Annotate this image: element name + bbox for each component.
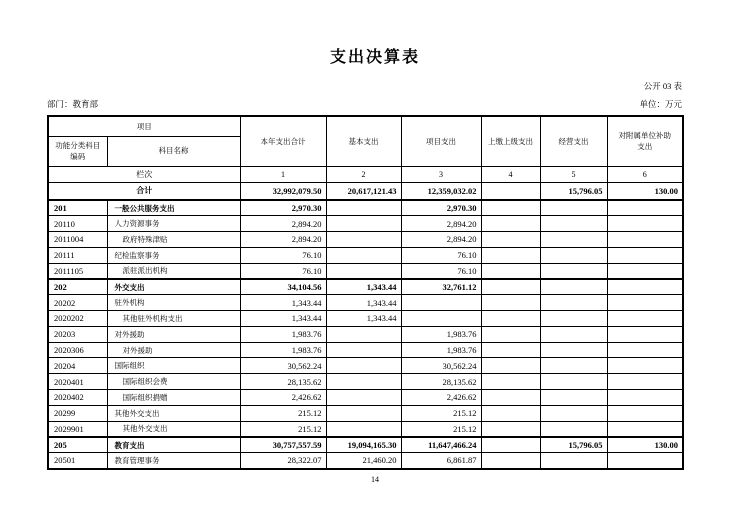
row-value [540,247,607,263]
row-value [481,421,540,437]
row-value [607,358,683,374]
column-index: 1 [240,166,326,182]
grand-total-value: 20,617,121.43 [326,182,401,200]
header-subsidy: 对附属单位补助支出 [607,116,683,166]
row-value [540,358,607,374]
row-value [326,342,401,358]
column-index: 5 [540,166,607,182]
row-value: 215.12 [401,421,481,437]
row-code: 20110 [48,216,107,232]
row-value: 130.00 [607,437,683,453]
row-value [607,247,683,263]
row-value [481,232,540,248]
column-index: 2 [326,166,401,182]
row-value: 15,796.05 [540,437,607,453]
row-value [481,326,540,342]
row-value: 28,322.07 [240,453,326,469]
row-value [326,421,401,437]
row-code: 2020402 [48,390,107,406]
row-code: 2029901 [48,421,107,437]
row-value [607,279,683,295]
row-code: 20299 [48,405,107,421]
row-code: 20202 [48,295,107,311]
row-value: 76.10 [240,263,326,279]
table-row [48,232,683,248]
row-value [481,358,540,374]
table-row [48,374,683,390]
row-value [540,453,607,469]
table-row [48,405,683,421]
table-row [48,390,683,406]
row-value [401,311,481,327]
row-value [540,263,607,279]
row-subject-name: 政府特殊津贴 [107,232,240,248]
row-value [540,421,607,437]
row-value: 1,343.44 [326,311,401,327]
grand-total-label: 合计 [48,182,240,200]
row-value [481,342,540,358]
row-code: 2020202 [48,311,107,327]
header-item: 项目 [48,116,240,136]
grand-total-value: 12,359,032.02 [401,182,481,200]
row-value: 76.10 [401,263,481,279]
form-number-label: 公开 03 表 [643,81,682,91]
table-row [48,216,683,232]
row-value: 215.12 [240,405,326,421]
row-code: 2011004 [48,232,107,248]
row-value: 34,104.56 [240,279,326,295]
row-value: 1,983.76 [401,342,481,358]
row-value: 1,983.76 [401,326,481,342]
row-subject-name: 其他驻外机构支出 [107,311,240,327]
table-row [48,437,683,453]
header-basic: 基本支出 [326,116,401,166]
row-subject-name: 纪检监察事务 [107,247,240,263]
row-subject-name: 驻外机构 [107,295,240,311]
row-value: 1,983.76 [240,342,326,358]
row-subject-name: 人力资源事务 [107,216,240,232]
row-value [540,295,607,311]
row-value [326,405,401,421]
page-title: 支出决算表 [329,49,420,66]
row-value: 2,970.30 [401,200,481,216]
row-value [540,279,607,295]
header-row-group [48,116,683,136]
row-value [540,374,607,390]
row-value [540,326,607,342]
row-code: 20204 [48,358,107,374]
row-value [481,437,540,453]
column-index: 6 [607,166,683,182]
grand-total-row [48,182,683,200]
row-value: 30,562.24 [240,358,326,374]
row-value [326,374,401,390]
row-value: 2,894.20 [240,232,326,248]
document-page [47,0,682,484]
row-code: 2020401 [48,374,107,390]
table-row [48,311,683,327]
row-value: 30,562.24 [401,358,481,374]
row-subject-name: 教育管理事务 [107,453,240,469]
row-value [540,405,607,421]
row-subject-name: 派驻派出机构 [107,263,240,279]
table-row [48,279,683,295]
row-subject-name: 国际组织会费 [107,374,240,390]
row-value [540,232,607,248]
row-value [326,200,401,216]
row-subject-name: 其他外交支出 [107,405,240,421]
row-value [607,342,683,358]
row-value: 2,426.62 [401,390,481,406]
row-value: 11,647,466.24 [401,437,481,453]
row-value [607,232,683,248]
row-value: 6,861.87 [401,453,481,469]
grand-total-value [481,182,540,200]
row-value: 1,343.44 [326,279,401,295]
row-value: 1,343.44 [240,295,326,311]
row-value [481,216,540,232]
row-value: 2,426.62 [240,390,326,406]
row-value: 2,894.20 [240,216,326,232]
row-code: 20501 [48,453,107,469]
header-code: 功能分类科目编码 [48,136,107,166]
row-code: 205 [48,437,107,453]
row-code: 202 [48,279,107,295]
row-value: 19,094,165.30 [326,437,401,453]
row-value: 32,761.12 [401,279,481,295]
row-code: 201 [48,200,107,216]
row-value: 28,135.62 [401,374,481,390]
row-value [326,326,401,342]
row-value [326,390,401,406]
row-value: 21,460.20 [326,453,401,469]
row-subject-name: 对外援助 [107,326,240,342]
table-row [48,247,683,263]
header-name: 科目名称 [107,136,240,166]
row-value [607,200,683,216]
grand-total-value: 32,992,079.50 [240,182,326,200]
row-value [540,311,607,327]
row-value [401,295,481,311]
row-value: 76.10 [401,247,481,263]
row-value: 1,983.76 [240,326,326,342]
table-row [48,200,683,216]
row-value: 30,757,557.59 [240,437,326,453]
column-index-row [48,166,683,182]
row-value [607,326,683,342]
table-row [48,295,683,311]
row-value: 2,894.20 [401,216,481,232]
unit-label: 单位：万元 [639,99,682,109]
row-value [607,405,683,421]
header-to-upper: 上缴上级支出 [481,116,540,166]
row-value [481,374,540,390]
row-value [481,295,540,311]
row-value [326,216,401,232]
row-value [481,200,540,216]
row-value: 28,135.62 [240,374,326,390]
row-value [481,247,540,263]
row-value: 1,343.44 [326,295,401,311]
row-value [481,453,540,469]
row-value [607,374,683,390]
row-value [326,263,401,279]
row-value: 76.10 [240,247,326,263]
header-operating: 经营支出 [540,116,607,166]
row-value: 2,970.30 [240,200,326,216]
table-row [48,342,683,358]
column-index: 4 [481,166,540,182]
page-number: 14 [371,474,379,484]
row-value: 2,894.20 [401,232,481,248]
row-value [607,311,683,327]
row-subject-name: 国际组织捐赠 [107,390,240,406]
row-code: 2020306 [48,342,107,358]
row-value [540,200,607,216]
row-subject-name: 国际组织 [107,358,240,374]
row-value [607,421,683,437]
row-value [607,263,683,279]
table-row [48,263,683,279]
row-value: 1,343.44 [240,311,326,327]
row-value [481,279,540,295]
header-year-total: 本年支出合计 [240,116,326,166]
row-value [540,216,607,232]
expenditure-table [47,115,684,470]
column-index: 3 [401,166,481,182]
row-value: 215.12 [401,405,481,421]
row-value [326,247,401,263]
row-value [481,405,540,421]
table-row [48,358,683,374]
row-subject-name: 教育支出 [107,437,240,453]
table-row [48,453,683,469]
row-value [540,390,607,406]
row-code: 20111 [48,247,107,263]
grand-total-value: 15,796.05 [540,182,607,200]
row-value [540,342,607,358]
header-project: 项目支出 [401,116,481,166]
row-value [607,216,683,232]
meta-line [47,98,682,110]
row-value [607,390,683,406]
row-value [326,232,401,248]
row-value [481,311,540,327]
row-subject-name: 其他外交支出 [107,421,240,437]
row-code: 2011105 [48,263,107,279]
row-value [326,358,401,374]
row-value [481,390,540,406]
row-value: 215.12 [240,421,326,437]
row-value [607,295,683,311]
column-index-label: 栏次 [48,166,240,182]
row-subject-name: 一般公共服务支出 [107,200,240,216]
row-value [607,453,683,469]
row-subject-name: 外交支出 [107,279,240,295]
row-code: 20203 [48,326,107,342]
table-body [48,166,683,469]
department-label: 部门：教育部 [47,99,99,109]
row-subject-name: 对外援助 [107,342,240,358]
table-row [48,421,683,437]
row-value [481,263,540,279]
table-row [48,326,683,342]
grand-total-value: 130.00 [607,182,683,200]
